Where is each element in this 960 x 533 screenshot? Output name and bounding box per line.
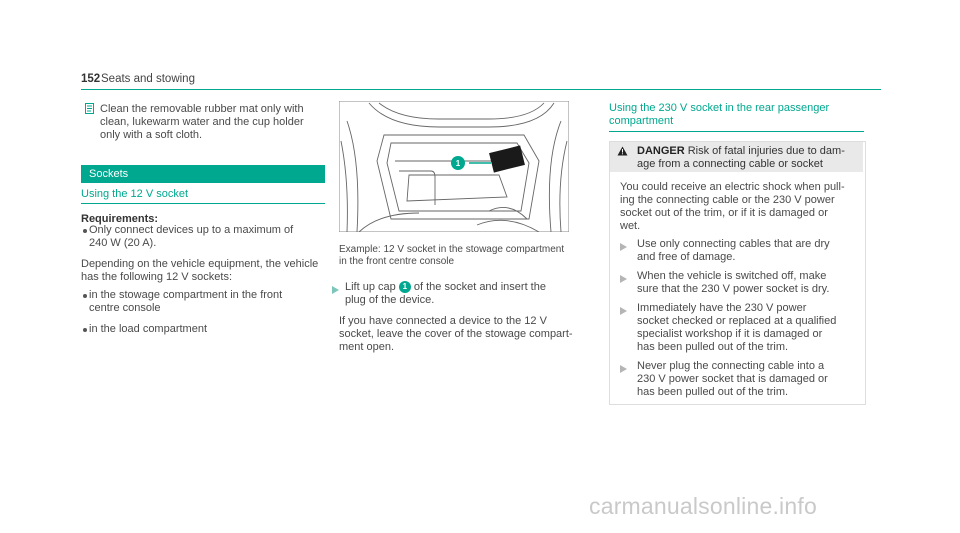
callout-1-icon: 1 [399, 281, 411, 293]
subheading-divider [81, 203, 325, 204]
list-item: in the stowage compartment in the front centre console [89, 289, 283, 314]
note-text: Clean the removable rubber mat only with clean, lukewarm water and the cup holder only with a soft cloth. [100, 103, 304, 141]
bullet [83, 229, 87, 233]
sockets-title: Sockets [89, 168, 129, 180]
warning-icon [617, 146, 628, 156]
step-arrow-icon [620, 243, 627, 251]
sockets-section-bar [81, 165, 325, 183]
danger-step: Use only connecting cables that are dry and free of damage. [637, 238, 830, 263]
danger-body: You could receive an electric shock when pull- ing the connecting cable or the 230 V power socket out of the trim, or if it is damaged or wet. [620, 181, 845, 232]
section-title: Seats and stowing [101, 73, 195, 85]
socket-figure [339, 101, 569, 232]
watermark: carmanualsonline.info [589, 493, 817, 519]
depending-text: Depending on the vehicle equipment, the vehicle has the following 12 V sockets: [81, 258, 319, 283]
figure-caption: Example: 12 V socket in the stowage compartment in the front centre console [339, 244, 565, 267]
after-text: If you have connected a device to the 12 V socket, leave the cover of the stowage compart- ment open. [339, 315, 573, 353]
step-arrow-icon [620, 365, 627, 373]
subheading-12v: Using the 12 V socket [81, 188, 189, 200]
danger-step: Never plug the connecting cable into a 230 V power socket that is damaged or has been pulled out of the trim. [637, 360, 828, 398]
step-text: Lift up cap 1 of the socket and insert the plug of the device. [345, 281, 546, 306]
figure-callout: 1 [455, 159, 461, 168]
heading-230v: Using the 230 V socket in the rear passenger compartment [609, 102, 830, 127]
danger-step: When the vehicle is switched off, make sure that the 230 V power socket is dry. [637, 270, 830, 295]
step-arrow-icon [620, 275, 627, 283]
step-arrow-icon [620, 307, 627, 315]
danger-heading: DANGER Risk of fatal injuries due to dam- age from a connecting cable or socket [637, 145, 845, 170]
requirement-text: Only connect devices up to a maximum of 240 W (20 A). [89, 224, 294, 249]
heading-divider [609, 131, 864, 132]
list-item: in the load compartment [89, 323, 208, 335]
bullet [83, 328, 87, 332]
step-arrow-icon [332, 286, 339, 294]
header-divider [81, 89, 881, 90]
page-number: 152 [81, 73, 101, 85]
bullet [83, 294, 87, 298]
danger-step: Immediately have the 230 V power socket checked or replaced at a qualified specialist workshop if it is damaged or has been pulled out of the trim. [637, 302, 837, 353]
danger-label: DANGER [637, 145, 685, 157]
info-icon [85, 103, 94, 114]
requirements-label: Requirements: [81, 213, 159, 225]
